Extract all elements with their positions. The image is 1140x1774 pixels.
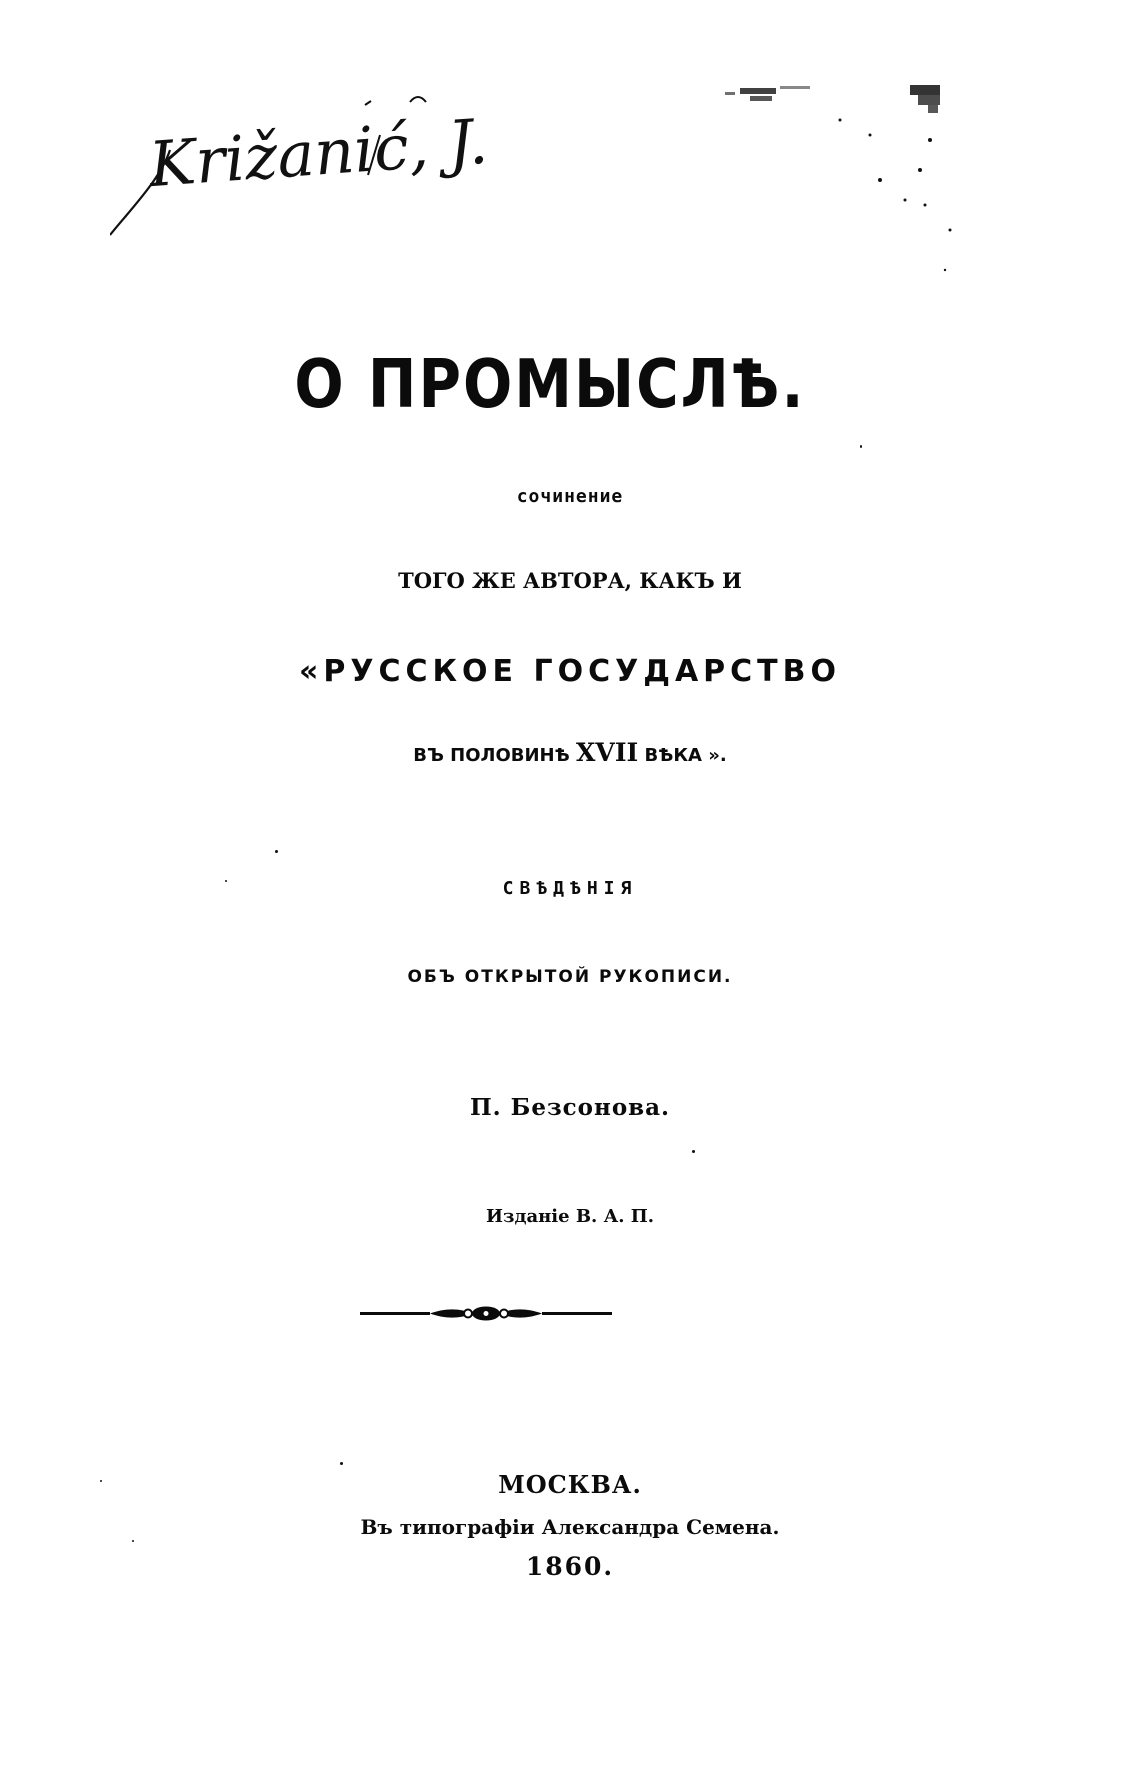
print-speck xyxy=(860,445,862,448)
referenced-work-period xyxy=(0,738,1140,767)
print-speck xyxy=(692,1150,695,1153)
handwritten-annotation xyxy=(110,80,630,280)
ornamental-rule-icon xyxy=(360,1300,612,1326)
print-speckle-mark xyxy=(720,80,980,330)
section-heading: СВѢДѢНІЯ xyxy=(502,878,638,899)
imprint-press: Въ типографіи Александра Семена. xyxy=(360,1515,780,1539)
imprint-city: МОСКВА. xyxy=(498,1470,642,1499)
author-name: П. Безсонова. xyxy=(469,1094,671,1121)
print-speck xyxy=(132,1540,134,1542)
work-type: сочинение xyxy=(516,486,624,507)
referenced-work-title: «РУССКОЕ ГОСУДАРСТВО xyxy=(298,654,842,689)
period-suffix: ВѢКА ». xyxy=(644,745,727,766)
section-subheading: ОБЪ ОТКРЫТОЙ РУКОПИСИ. xyxy=(407,967,733,987)
handwritten-note-text: Križanić, J. xyxy=(146,104,491,202)
print-speck xyxy=(100,1480,102,1482)
print-speck xyxy=(275,850,278,853)
period-prefix: ВЪ ПОЛОВИНѢ xyxy=(413,745,570,766)
edition-note: Изданіе В. А. П. xyxy=(485,1206,655,1227)
imprint-year: 1860. xyxy=(525,1552,615,1581)
print-speck xyxy=(340,1462,343,1465)
book-title: О ПРОМЫСЛѢ. xyxy=(294,344,806,424)
same-author-line: ТОГО ЖЕ АВТОРА, КАКЪ И xyxy=(398,568,742,593)
period-century: XVII xyxy=(576,738,639,767)
print-speck xyxy=(225,880,227,882)
